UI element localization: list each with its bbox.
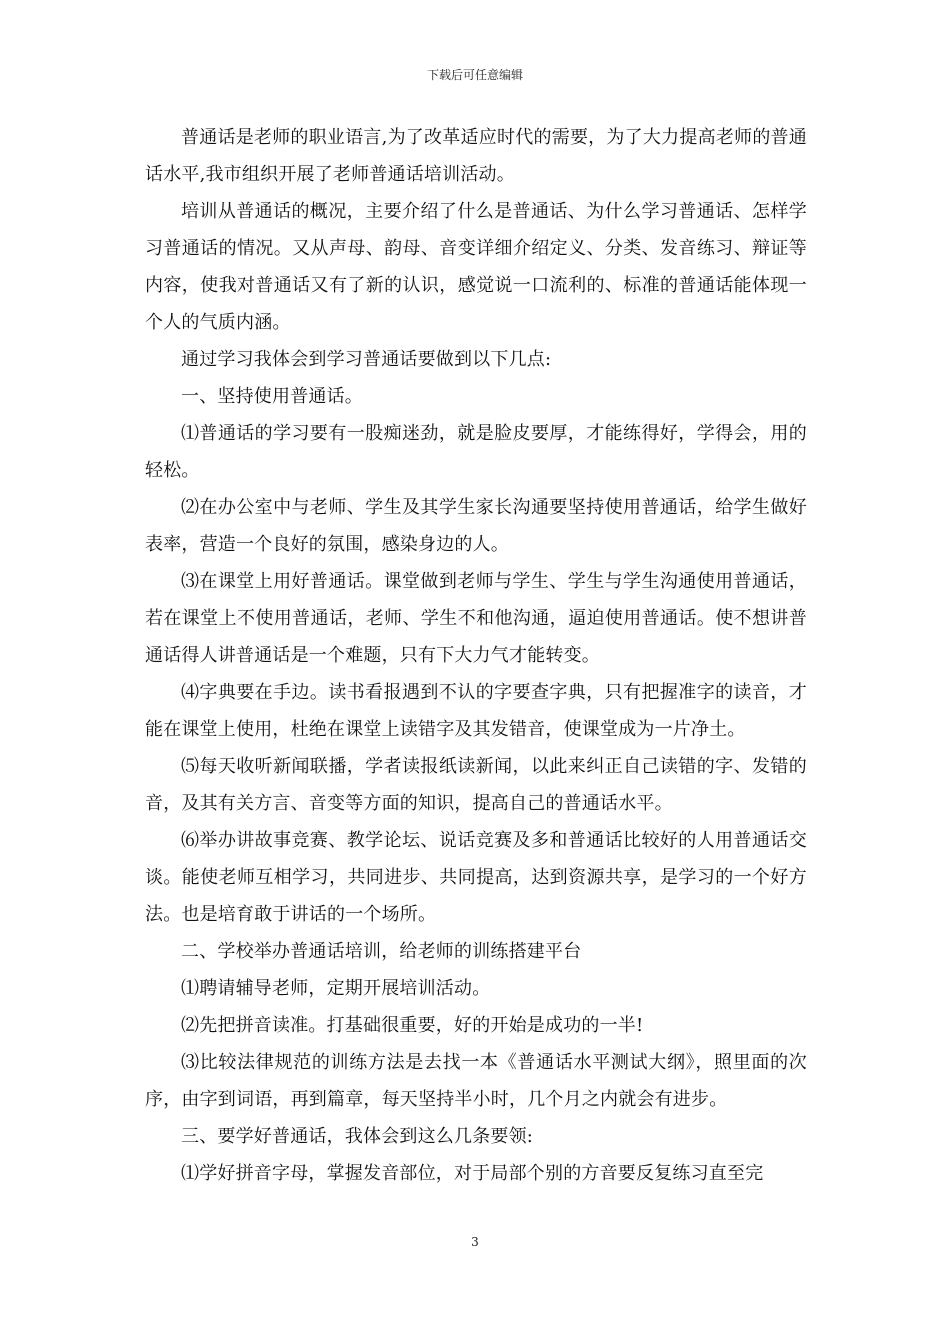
section-heading-2: 二、学校举办普通话培训，给老师的训练搭建平台: [181, 941, 582, 962]
list-item-1-2: ⑵在办公室中与老师、学生及其学生家长沟通要坚持使用普通话，给学生做好表率，营造一个良好的氛围，感染身边的人。: [145, 497, 807, 555]
list-item-1-3: ⑶在课堂上用好普通话。课堂做到老师与学生、学生与学生沟通使用普通话，若在课堂上不使用普通话，老师、学生不和他沟通，逼迫使用普通话。使不想讲普通话得人讲普通话是一个难题，只有下大力气才能转变。: [145, 571, 807, 666]
list-item-1-6: ⑹举办讲故事竞赛、教学论坛、说话竞赛及多和普通话比较好的人用普通话交谈。能使老师互相学习，共同进步、共同提高，达到资源共享，是学习的一个好方法。也是培育敢于讲话的一个场所。: [145, 830, 807, 925]
list-item-2-1: ⑴聘请辅导老师，定期开展培训活动。: [181, 978, 491, 999]
section-heading-1: 一、坚持使用普通话。: [181, 386, 363, 407]
list-item-3-1: ⑴学好拼音字母，掌握发音部位，对于局部个别的方音要反复练习直至完: [181, 1163, 764, 1184]
page-number: 3: [471, 1235, 479, 1249]
list-item-2-3: ⑶比较法律规范的训练方法是去找一本《普通话水平测试大纲》，照里面的次序，由字到词语，再到篇章，每天坚持半小时，几个月之内就会有进步。: [145, 1052, 807, 1110]
paragraph-intro: 普通话是老师的职业语言,为了改革适应时代的需要，为了大力提高老师的普通话水平,我市组织开展了老师普通话培训活动。: [145, 127, 807, 185]
list-item-2-2: ⑵先把拼音读准。打基础很重要，好的开始是成功的一半!: [181, 1015, 644, 1036]
paragraph-training-overview: 培训从普通话的概况，主要介绍了什么是普通话、为什么学习普通话、怎样学习普通话的情况。又从声母、韵母、音变详细介绍定义、分类、发音练习、辩证等内容，使我对普通话又有了新的认识，感觉说一口流利的、标准的普通话能体现一个人的气质内涵。: [145, 201, 807, 333]
document-body: [145, 119, 807, 1192]
list-item-1-1: ⑴普通话的学习要有一股痴迷劲，就是脸皮要厚，才能练得好，学得会，用的轻松。: [145, 423, 807, 481]
section-heading-3: 三、要学好普通话，我体会到这么几条要领:: [181, 1126, 534, 1147]
list-item-1-4: ⑷字典要在手边。读书看报遇到不认的字要查字典，只有把握准字的读音，才能在课堂上使用，杜绝在课堂上读错字及其发错音，使课堂成为一片净土。: [145, 682, 807, 740]
page-header: 下载后可任意编辑: [426, 68, 523, 82]
paragraph-learning-points-intro: 通过学习我体会到学习普通话要做到以下几点:: [181, 349, 552, 370]
list-item-1-5: ⑸每天收听新闻联播，学者读报纸读新闻，以此来纠正自己读错的字、发错的音，及其有关方言、音变等方面的知识，提高自己的普通话水平。: [145, 756, 807, 814]
